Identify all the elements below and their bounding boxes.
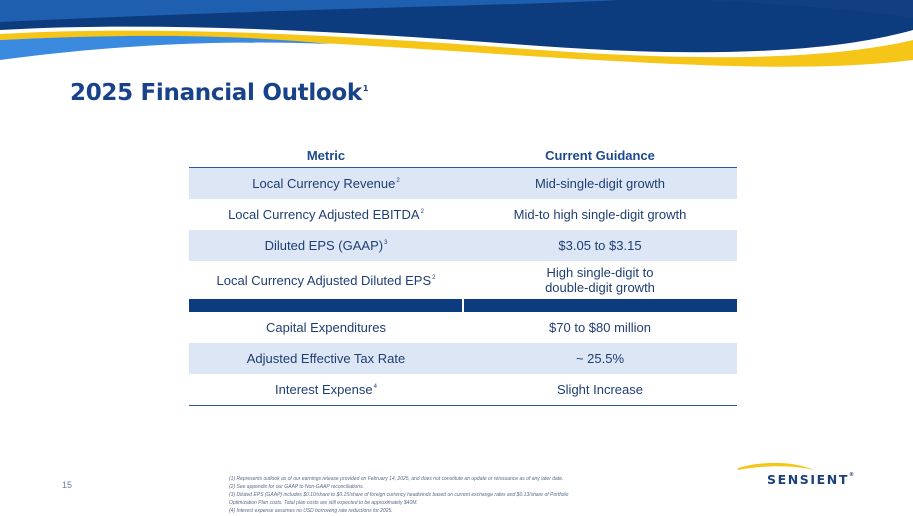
guidance-cell: $70 to $80 million: [549, 320, 651, 335]
header-banner: [0, 0, 913, 90]
footnote: (3) Diluted EPS (GAAP) includes $0.10/share to $0.15/share of foreign currency headwinds based on current exchange rates and $0.13/share of Portfolio: [229, 492, 569, 498]
metric-cell: Diluted EPS (GAAP) $^3$: [264, 238, 388, 253]
guidance-cell: $3.05 to $3.15: [558, 238, 642, 253]
table-row: [189, 230, 737, 261]
guidance-cell: Mid-to high single-digit growth: [513, 207, 687, 222]
table-row: [189, 343, 737, 374]
metric-column-header: Metric: [306, 147, 346, 163]
table-header-row: [189, 143, 737, 168]
metric-cell: Local Currency Adjusted EBITDA $^2$: [228, 207, 424, 222]
sensient-logo: SENSIENT®: [767, 472, 854, 487]
guidance-cell: Slight Increase: [557, 382, 643, 397]
title-footnote-marker: 1: [362, 84, 369, 93]
section-divider: [189, 299, 737, 312]
table-row: [189, 199, 737, 230]
metric-cell: Local Currency Revenue $^2$: [252, 176, 400, 191]
outlook-table: [189, 143, 737, 406]
guidance-cell: Mid-single-digit growth: [534, 176, 666, 191]
footnotes: [229, 475, 709, 515]
footnote: Optimization Plan costs. Total plan costs are still expected to be approximately $40M.: [229, 500, 418, 506]
guidance-column-header: Current Guidance: [545, 147, 655, 163]
page-title: 2025 Financial Outlook$^1$: [70, 80, 369, 106]
table-row: [189, 312, 737, 343]
footnote: (2) See appendix for our GAAP to Non-GAAP reconciliations.: [229, 484, 364, 490]
metric-cell: Adjusted Effective Tax Rate: [246, 351, 406, 366]
footnote: (4) Interest expense assumes no USD borrowing rate reductions for 2025.: [229, 508, 393, 514]
guidance-cell: ~ 25.5%: [575, 351, 625, 366]
metric-cell: Local Currency Adjusted Diluted EPS $^2$: [216, 272, 436, 288]
guidance-cell: High single-digit to double-digit growth: [545, 265, 655, 295]
metric-cell: Interest Expense $^4$: [275, 382, 377, 397]
footnote: (1) Represents outlook as of our earnings release provided on February 14, 2025, and does not constitute an update or reissuance as of any later date.: [229, 476, 564, 482]
table-row: [189, 168, 737, 199]
metric-cell: Capital Expenditures: [266, 320, 386, 335]
table-row: [189, 261, 737, 299]
table-row: [189, 374, 737, 406]
page-number: 15: [62, 480, 73, 490]
